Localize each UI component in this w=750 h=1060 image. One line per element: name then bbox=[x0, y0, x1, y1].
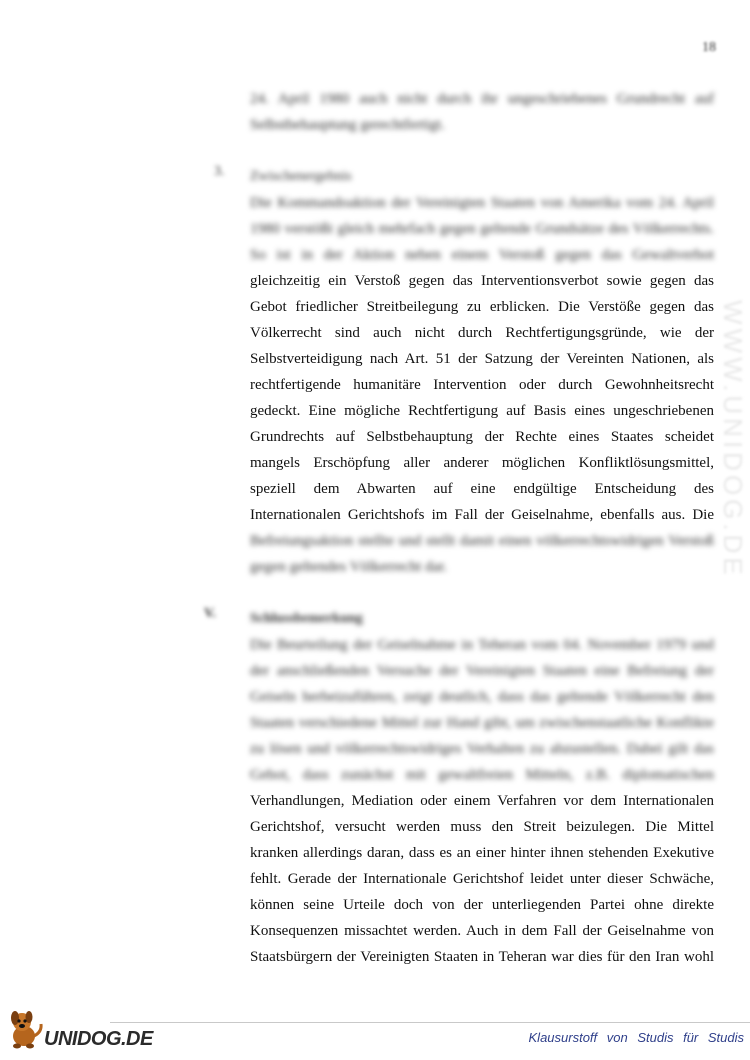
page-number: 18 bbox=[702, 40, 716, 55]
text-line: Gerichtshof, versucht werden muss den Streit beizulegen. Die Mittel bbox=[250, 819, 714, 835]
text-line-blurred: Befreiungsaktion stellte und stellt damit einen völkerrechtswidrigen Verstoß bbox=[250, 533, 714, 549]
text-line: gedeckt. Eine mögliche Rechtfertigung auf Basis eines ungeschriebenen bbox=[250, 403, 714, 419]
text-line: mangels Erschöpfung aller anderer möglichen Konfliktlösungsmittel, bbox=[250, 455, 714, 471]
section-heading: Schlussbemerkung bbox=[250, 611, 363, 626]
text-line: können seine Urteile doch von der unterliegenden Partei ohne direkte bbox=[250, 897, 714, 913]
text-line: Konsequenzen missachtet werden. Auch in dem Fall der Geiselnahme von bbox=[250, 923, 714, 939]
text-line: Völkerrecht sind auch nicht durch Rechtfertigungsgründe, wie der bbox=[250, 325, 714, 341]
section-schlussbemerkung bbox=[250, 606, 714, 970]
text-line-blurred: der anschließenden Versuche der Vereinigten Staaten eine Befreiung der bbox=[250, 663, 714, 679]
text-line: Staatsbürgern der Vereinigten Staaten in Teheran war dies für den Iran wohl bbox=[250, 949, 714, 965]
text-line-blurred: gegen geltendes Völkerrecht dar. bbox=[250, 559, 448, 575]
text-line: gleichzeitig ein Verstoß gegen das Interventionsverbot sowie gegen das bbox=[250, 273, 714, 289]
text-line-blurred: Selbstbehauptung gerechtfertigt. bbox=[250, 117, 445, 133]
text-line: Internationalen Gerichtshofs im Fall der Geiselnahme, ebenfalls aus. Die bbox=[250, 507, 714, 523]
continuation-paragraph bbox=[250, 86, 714, 138]
text-line-blurred: Geiseln herbeizuführen, zeigt deutlich, dass das geltende Völkerrecht den bbox=[250, 689, 714, 705]
section-heading: Zwischenergebnis bbox=[250, 169, 352, 184]
text-line-blurred: 24. April 1980 auch nicht durch ihr ungeschriebenes Grundrecht auf bbox=[250, 91, 714, 107]
text-line-blurred: Die Kommandoaktion der Vereinigten Staaten von Amerika vom 24. April bbox=[250, 195, 714, 211]
text-line: kranken allerdings daran, dass es an einer hinter ihnen stehenden Exekutive bbox=[250, 845, 714, 861]
text-line: speziell dem Abwarten auf eine endgültige Entscheidung des bbox=[250, 481, 714, 497]
unidog-logo[interactable] bbox=[8, 1006, 158, 1054]
text-line-blurred: Die Beurteilung der Geiselnahme in Teheran vom 04. November 1979 und bbox=[250, 637, 714, 653]
footer-slogan: Klausurstoff von Studis für Studis bbox=[528, 1030, 744, 1045]
watermark: WWW.UNIDOG.DE bbox=[718, 300, 748, 579]
text-line: Gebot friedlicher Streitbeilegung zu erblicken. Die Verstöße gegen das bbox=[250, 299, 714, 315]
section-zwischenergebnis bbox=[250, 164, 714, 580]
section-number: 3. bbox=[214, 164, 225, 179]
text-line: rechtfertigende humanitäre Intervention oder durch Gewohnheitsrecht bbox=[250, 377, 714, 393]
page-footer bbox=[0, 1000, 750, 1060]
text-line: Selbstverteidigung nach Art. 51 der Satzung der Vereinten Nationen, als bbox=[250, 351, 714, 367]
text-line-blurred: zu lösen und völkerrechtswidriges Verhalten zu abzustellen. Dabei gilt das bbox=[250, 741, 714, 757]
logo-text: UNIDOG.DE bbox=[44, 1028, 153, 1050]
text-line-blurred: 1980 verstößt gleich mehrfach gegen geltende Grundsätze des Völkerrechts. bbox=[250, 221, 714, 237]
text-line: Grundrechts auf Selbstbehauptung der Rechte eines Staates scheidet bbox=[250, 429, 714, 445]
dog-icon bbox=[8, 1006, 48, 1052]
text-line-blurred: So ist in der Aktion neben einem Verstoß gegen das Gewaltverbot bbox=[250, 247, 714, 263]
footer-divider bbox=[110, 1022, 750, 1023]
section-number: V. bbox=[204, 606, 216, 621]
text-line: fehlt. Gerade der Internationale Gerichtshof leidet unter dieser Schwäche, bbox=[250, 871, 714, 887]
text-line-blurred: Staaten verschiedene Mittel zur Hand gibt, um zwischenstaatliche Konflikte bbox=[250, 715, 714, 731]
text-line: Verhandlungen, Mediation oder einem Verfahren vor dem Internationalen bbox=[250, 793, 714, 809]
text-line-blurred: Gebot, dass zunächst mit gewaltfreien Mitteln, z.B. diplomatischen bbox=[250, 767, 714, 783]
